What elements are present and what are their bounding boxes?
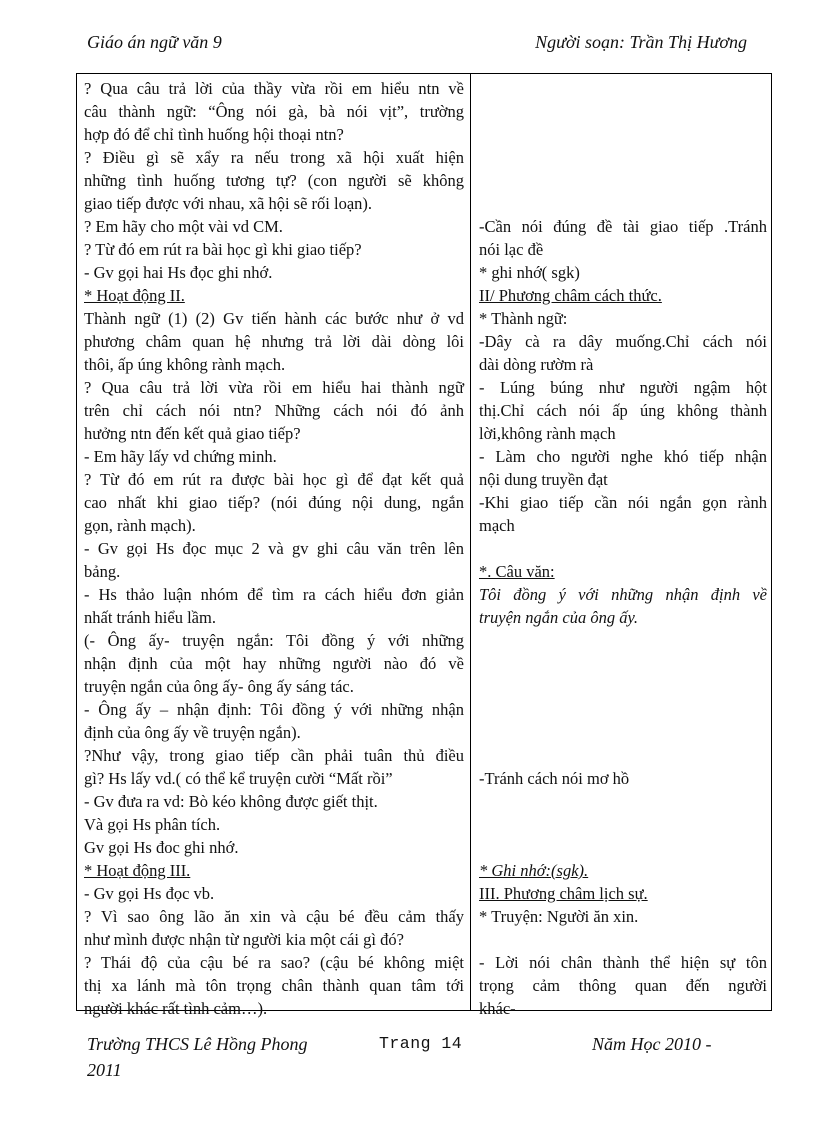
teacher-activity-column [84, 77, 464, 1020]
right-text-line: trọng cảm thông quan đến người [479, 976, 767, 995]
left-text-line: phương châm quan hệ nhưng trả lời dài dòng lôi [84, 332, 464, 351]
footer-school: Trường THCS Lê Hồng Phong [87, 1034, 308, 1054]
right-text-line: * Truyện: Người ăn xin. [479, 907, 639, 926]
right-text-line: *. Câu văn: [479, 562, 555, 581]
right-text-line [479, 77, 767, 100]
footer-school-year: Năm Học 2010 - [592, 1034, 712, 1054]
left-text-line: - Gv gọi hai Hs đọc ghi nhớ. [84, 263, 273, 282]
left-text-line: - Gv gọi Hs đọc mục 2 và gv ghi câu văn trên lên [84, 539, 464, 558]
right-text-line [479, 928, 767, 951]
left-text-line: ? Điều gì sẽ xẩy ra nếu trong xã hội xuất hiện [84, 148, 464, 167]
right-text-line [479, 790, 767, 813]
right-text-line: thị.Chỉ cách nói ấp úng không thành [479, 401, 767, 420]
right-text-line [479, 836, 767, 859]
right-text-line: - Lời nói chân thành thể hiện sự tôn [479, 953, 767, 972]
right-text-line: nội dung truyền đạt [479, 470, 608, 489]
left-text-line: người khác rất tình cảm…). [84, 999, 268, 1018]
header-subject: Giáo án ngữ văn 9 [87, 32, 222, 52]
right-text-line: -Tránh cách nói mơ hồ [479, 769, 630, 788]
left-text-line: ? Từ đó em rút ra bài học gì khi giao tiếp? [84, 240, 362, 259]
left-text-line: định của ông ấy về truyện ngắn). [84, 723, 301, 742]
footer-page-number: Trang 14 [379, 1034, 463, 1053]
right-text-line: lời,không rành mạch [479, 424, 616, 443]
right-text-line [479, 721, 767, 744]
right-text-line: mạch [479, 516, 515, 535]
left-text-line: - Hs thảo luận nhóm để tìm ra cách hiểu đơn giản [84, 585, 464, 604]
left-text-line: ? Qua câu trả lời của thầy vừa rồi em hiểu ntn về [84, 79, 464, 98]
right-text-line: -Dây cà ra dây muống.Chỉ cách nói [479, 332, 767, 351]
left-text-line: thôi, ấp úng không rành mạch. [84, 355, 286, 374]
left-text-line: * Hoạt động III. [84, 861, 191, 880]
left-text-line: gọn, rành mạch). [84, 516, 196, 535]
left-text-line: ?Như vậy, trong giao tiếp cần phải tuân thủ điều [84, 746, 464, 765]
left-text-line: - Gv đưa ra vd: Bò kéo không được giết thịt. [84, 792, 378, 811]
left-text-line: nhất tránh hiểu lầm. [84, 608, 216, 627]
left-text-line: Và gọi Hs phân tích. [84, 815, 221, 834]
right-text-line: II/ Phương châm cách thức. [479, 286, 662, 305]
right-text-line [479, 100, 767, 123]
left-text-line: - Em hãy lấy vd chứng minh. [84, 447, 277, 466]
right-text-line [479, 675, 767, 698]
left-text-line: (- Ông ấy- truyện ngắn: Tôi đồng ý với những [84, 631, 464, 650]
right-text-line [479, 744, 767, 767]
right-text-line: dài dòng rườm rà [479, 355, 594, 374]
left-text-line: ? Qua câu trả lời vừa rồi em hiểu hai thành ngữ [84, 378, 464, 397]
right-text-line: -Cần nói đúng đề tài giao tiếp .Tránh [479, 217, 767, 236]
left-text-line: giao tiếp được với nhau, xã hội sẽ rối loạn). [84, 194, 373, 213]
right-text-line [479, 192, 767, 215]
right-text-line: khác- [479, 999, 516, 1018]
right-text-line: * ghi nhớ( sgk) [479, 263, 580, 282]
right-text-line: truyện ngắn của ông ấy. [479, 608, 639, 627]
right-text-line [479, 652, 767, 675]
right-text-line: nói lạc đề [479, 240, 544, 259]
left-text-line: ? Từ đó em rút ra được bài học gì để đạt kết quả [84, 470, 464, 489]
lesson-table [76, 73, 772, 1018]
left-text-line: Thành ngữ (1) (2) Gv tiến hành các bước như ở vd [84, 309, 464, 328]
right-text-line [479, 146, 767, 169]
left-text-line: như mình được nhận từ người kia một cái gì đó? [84, 930, 404, 949]
right-text-line: -Khi giao tiếp cần nói ngắn gọn rành [479, 493, 767, 512]
left-text-line: ? Em hãy cho một vài vd CM. [84, 217, 283, 236]
left-text-line: câu thành ngữ: “Ông nói gà, bà nói vịt”, trường [84, 102, 464, 121]
left-text-line: những tình huống tương tự? (con người sẽ không [84, 171, 464, 190]
header-author: Người soạn: Trần Thị Hương [535, 32, 747, 52]
right-text-line [479, 123, 767, 146]
left-text-line: bảng. [84, 562, 121, 581]
left-text-line: hợp đó để chỉ tình huống hội thoại ntn? [84, 125, 344, 144]
column-divider [470, 74, 471, 1010]
left-text-line: trên chỉ cách nói ntn? Những cách nói đó ảnh [84, 401, 464, 420]
left-text-line: hưởng ntn đến kết quả giao tiếp? [84, 424, 301, 443]
left-text-line: Gv gọi Hs đoc ghi nhớ. [84, 838, 239, 857]
left-text-line: gì? Hs lấy vd.( có thể kể truyện cười “Mất rồi” [84, 769, 393, 788]
right-text-line: - Lúng búng như người ngậm hột [479, 378, 767, 397]
left-text-line: ? Thái độ của cậu bé ra sao? (cậu bé không miệt [84, 953, 464, 972]
right-text-line: * Thành ngữ: [479, 309, 568, 328]
right-text-line: Tôi đồng ý với những nhận định về [479, 585, 767, 604]
right-text-line: III. Phương châm lịch sự. [479, 884, 648, 903]
right-text-line [479, 698, 767, 721]
right-text-line: - Làm cho người nghe khó tiếp nhận [479, 447, 767, 466]
left-text-line: ? Vì sao ông lão ăn xin và cậu bé đều cảm thấy [84, 907, 464, 926]
left-text-line: * Hoạt động II. [84, 286, 185, 305]
right-text-line [479, 813, 767, 836]
content-column [479, 77, 767, 1020]
right-text-line [479, 629, 767, 652]
right-text-line [479, 169, 767, 192]
left-text-line: thị xa lánh mà tôn trọng chân thành quan tâm tới [84, 976, 464, 995]
left-text-line: truyện ngắn của ông ấy- ông ấy sáng tác. [84, 677, 354, 696]
page-header [87, 32, 747, 58]
left-text-line: nhận định của một hay những người nào đó về [84, 654, 464, 673]
right-text-line [479, 537, 767, 560]
left-text-line: - Gv gọi Hs đọc vb. [84, 884, 215, 903]
right-text-line: * Ghi nhớ:(sgk). [479, 861, 589, 880]
footer-school-year-cont: 2011 [87, 1060, 122, 1080]
left-text-line: - Ông ấy – nhận định: Tôi đồng ý với những nhận [84, 700, 464, 719]
left-text-line: cao nhất khi giao tiếp? (nói đúng nội dung, ngắn [84, 493, 464, 512]
